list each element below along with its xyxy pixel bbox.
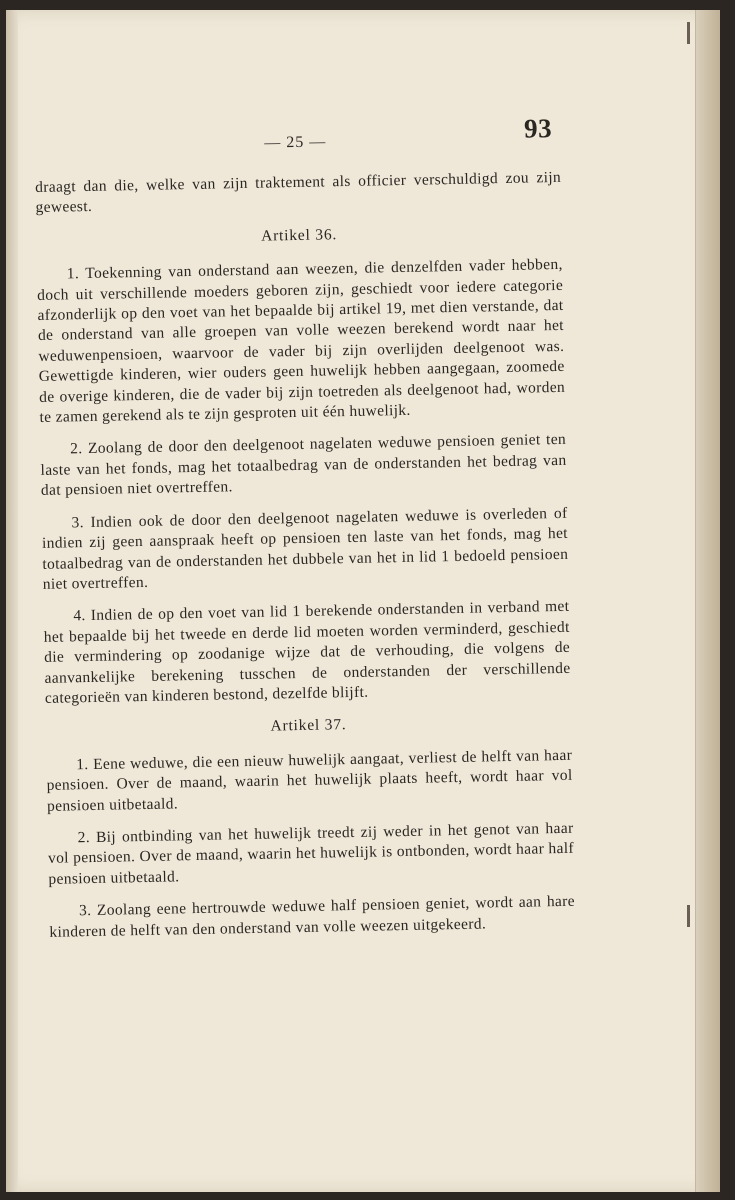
article-37 [45, 711, 575, 943]
article-heading: Artikel 37. [270, 716, 347, 735]
article-paragraph: 1. Eene weduwe, die een nieuw huwelijk aangaat, verliest de helft van haar pensioen. Over de maand, waarin het huwelijk plaats heeft, wordt haar vol pensioen uitbetaald. [46, 746, 573, 815]
page-edge-stack [695, 10, 720, 1192]
page-edge-mark [687, 905, 690, 927]
article-paragraph: 1. Toekenning van onderstand aan weezen, die denzelfden vader hebben, doch uit verschillende moeders geboren zijn, geschiedt voor iedere categorie afzonderlijk op den voet van het bepaalde bij artikel 19, met dien verstande, dat de onderstand van alle groepen van volle weezen berekend wordt naar het weduwenpensioen, waarvoor de vader bij zijn overlijden deelgenoot was. Gewettigde kinderen, wier ouders geen huwelijk hebben aangegaan, zoomede de overige kinderen, die de vader bij zijn toetreden als deelgenoot had, worden te zamen gerekend als te zijn gesproten uit één huwelijk. [37, 256, 566, 427]
page-text-block [34, 113, 576, 955]
page-number: 93 [523, 113, 553, 144]
page-edge-mark [687, 22, 690, 44]
original-page-marker: — 25 — [264, 133, 327, 152]
article-36 [36, 221, 571, 710]
article-paragraph: 3. Indien ook de door den deelgenoot nagelaten weduwe is overleden of indien zij geen aanspraak heeft op pensioen ten laste van het fonds, mag het totaalbedrag van de onderstanden het dubbele van het in lid 1 bedoeld pensioen niet overtreffen. [41, 504, 569, 593]
article-paragraph: 4. Indien de op den voet van lid 1 berekende onderstanden in verband met het bepaalde bij het tweede en derde lid moeten worden verminderd, geschiedt die vermindering op zoodanige wijze dat de verhouding, die volgens de aanvankelijke berekening tusschen de onderstanden der verschillende categorieën van kinderen bestond, dezelfde blijft. [43, 598, 571, 707]
page-gutter-shadow [6, 10, 18, 1192]
article-heading: Artikel 36. [260, 226, 338, 245]
article-paragraph: 2. Zoolang de door den deelgenoot nagelaten weduwe pensioen geniet ten laste van het fonds, mag het totaalbedrag van de onderstanden het bedrag van dat pensioen niet overtreffen. [40, 431, 567, 500]
continued-paragraph: draagt dan die, welke van zijn traktement als officier verschuldigd zou zijn geweest. [34, 168, 562, 217]
article-paragraph: 2. Bij ontbinding van het huwelijk treedt zij weder in het genot van haar vol pensioen. Over de maand, waarin het huwelijk is ontbonden, wordt haar half pensioen uitbetaald. [47, 819, 575, 888]
article-paragraph: 3. Zoolang eene hertrouwde weduwe half pensioen geniet, wordt aan hare kinderen de helft van den onderstand van volle weezen uitgekeerd. [49, 892, 576, 941]
